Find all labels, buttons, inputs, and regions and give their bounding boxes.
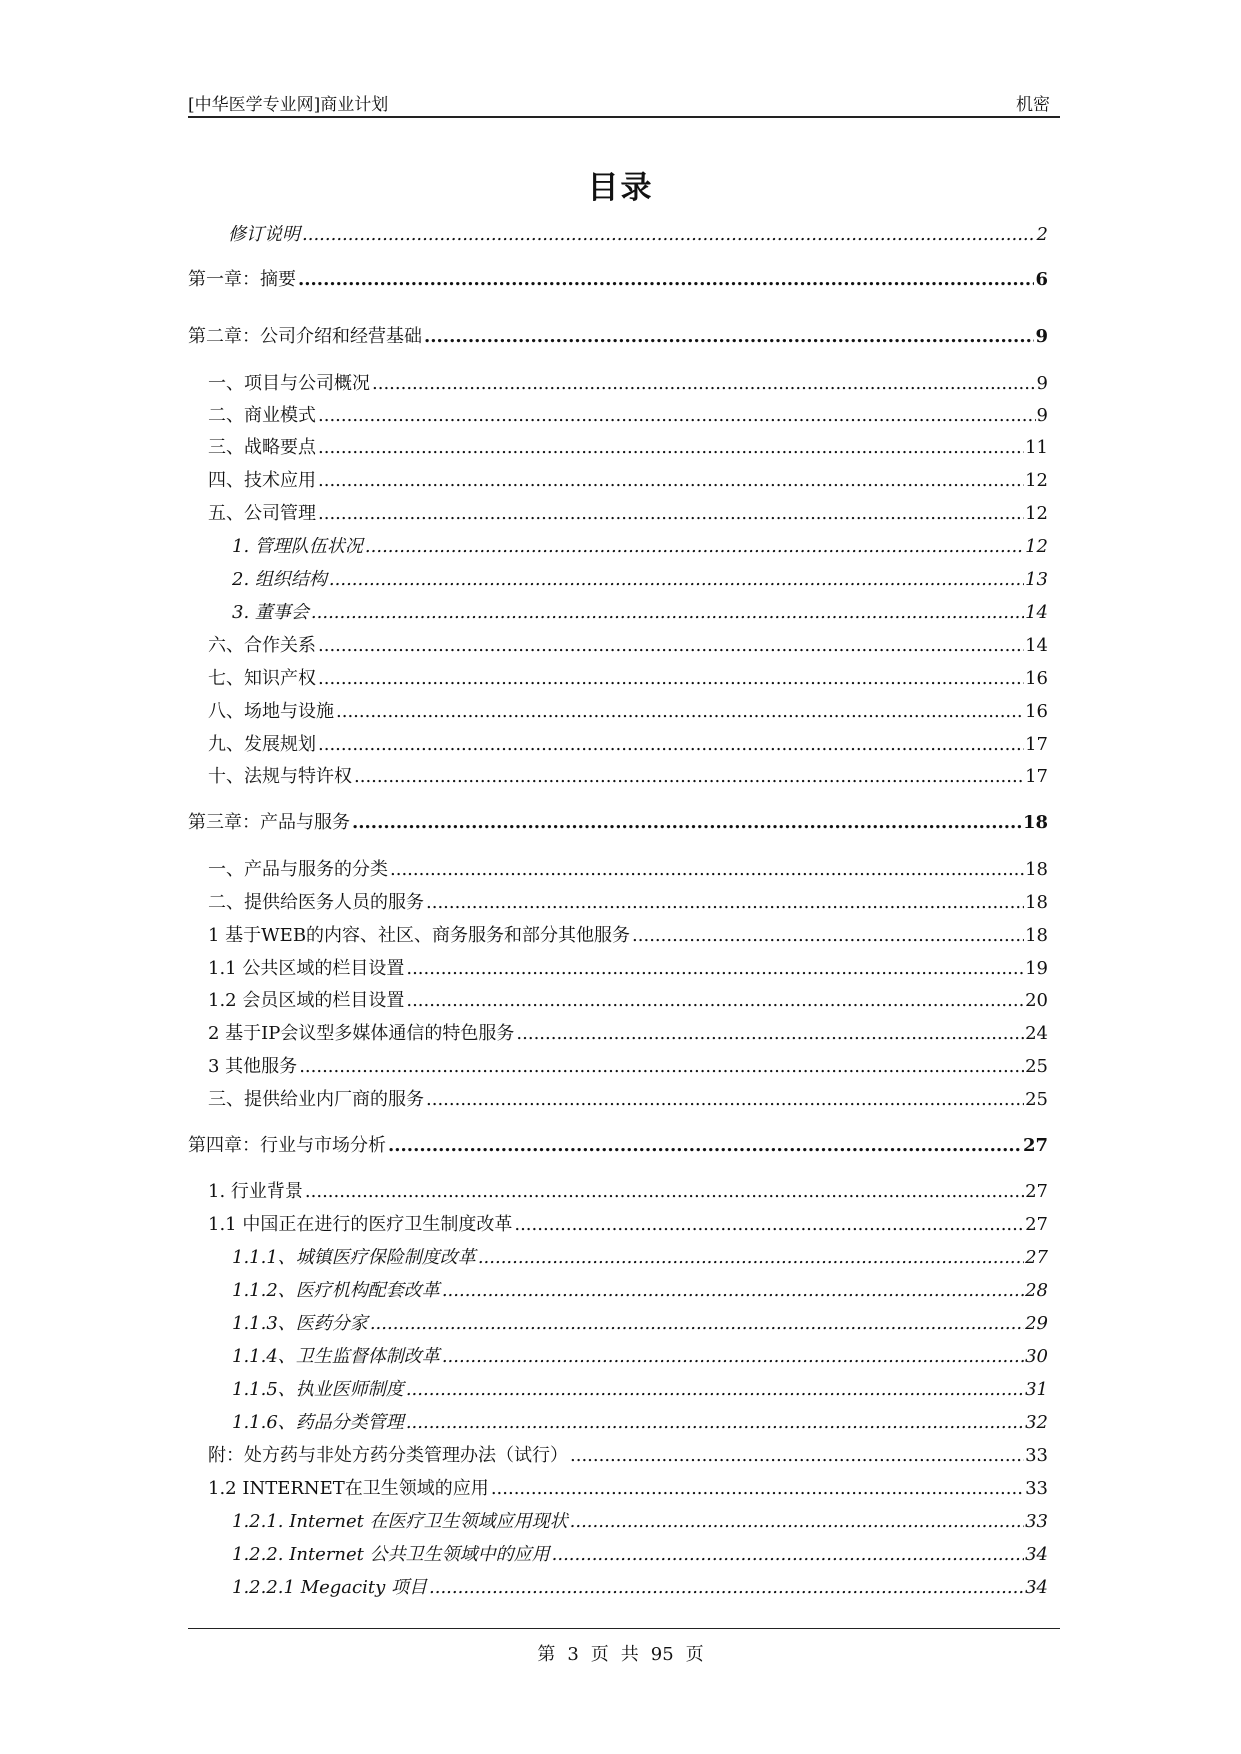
- toc-entry[interactable]: 六、合作关系 ..... 14: [208, 631, 1048, 657]
- toc-entry[interactable]: 二、商业模式 ..... 9: [208, 401, 1048, 427]
- toc-entry[interactable]: 九、发展规划 ..... 17: [208, 730, 1048, 756]
- toc-entry[interactable]: 1.1.1、城镇医疗保险制度改革 ..... 27: [232, 1243, 1048, 1269]
- toc-entry[interactable]: 1.1.3、医药分家 ..... 29: [232, 1309, 1048, 1335]
- toc-entry[interactable]: 1.2.2.1 Megacity 项目 ..... 34: [232, 1573, 1048, 1599]
- footer-divider: [188, 1628, 1060, 1629]
- toc-entry[interactable]: 三、战略要点 ..... 11: [208, 433, 1048, 459]
- toc-entry[interactable]: 1.2.2. Internet 公共卫生领域中的应用 ..... 34: [232, 1540, 1048, 1566]
- toc-entry[interactable]: 八、场地与设施 ..... 16: [208, 697, 1048, 723]
- page-footer: [0, 1640, 1241, 1666]
- toc-entry-chapter[interactable]: 第四章：行业与市场分析 ..... 27: [188, 1131, 1048, 1157]
- toc-entry[interactable]: 二、提供给医务人员的服务 ..... 18: [208, 888, 1048, 914]
- toc-entry[interactable]: 1. 行业背景 ..... 27: [208, 1177, 1048, 1203]
- toc-entry[interactable]: 1.1 公共区域的栏目设置 ..... 19: [208, 954, 1048, 980]
- toc-entry[interactable]: 1 基于WEB的内容、社区、商务服务和部分其他服务 ..... 18: [208, 921, 1048, 947]
- toc-entry[interactable]: 三、提供给业内厂商的服务 ..... 25: [208, 1085, 1048, 1111]
- footer-page-word: 页: [590, 1644, 609, 1665]
- footer-total-pages: 95: [650, 1644, 674, 1665]
- toc-entry[interactable]: 3. 董事会 ..... 14: [232, 598, 1048, 624]
- header-document-title: [中华医学专业网]商业计划: [188, 95, 389, 115]
- toc-entry[interactable]: 附：处方药与非处方药分类管理办法（试行） ..... 33: [208, 1441, 1048, 1467]
- toc-entry[interactable]: 修订说明 ..... 2: [228, 220, 1048, 246]
- toc-entry-chapter[interactable]: 第三章：产品与服务 ..... 18: [188, 808, 1048, 834]
- toc-entry[interactable]: 1.1.6、药品分类管理 ..... 32: [232, 1408, 1048, 1434]
- toc-entry[interactable]: 十、法规与特许权 ..... 17: [208, 762, 1048, 788]
- toc-entry[interactable]: 四、技术应用 ..... 12: [208, 466, 1048, 492]
- footer-suffix: 页: [685, 1644, 704, 1665]
- toc-entry[interactable]: 1.2.1. Internet 在医疗卫生领域应用现状 ..... 33: [232, 1507, 1048, 1533]
- footer-total-word: 共: [620, 1644, 639, 1665]
- toc-entry[interactable]: 1. 管理队伍状况 ..... 12: [232, 532, 1048, 558]
- toc-title: 目录: [587, 170, 654, 206]
- toc-entry[interactable]: 一、项目与公司概况 ..... 9: [208, 369, 1048, 395]
- toc-entry[interactable]: 1.2 INTERNET在卫生领域的应用 ..... 33: [208, 1474, 1048, 1500]
- toc-entry[interactable]: 七、知识产权 ..... 16: [208, 664, 1048, 690]
- toc-entry-chapter[interactable]: 第一章：摘要 ..... 6: [188, 265, 1048, 291]
- toc-entry[interactable]: 3 其他服务 ..... 25: [208, 1052, 1048, 1078]
- toc-entry[interactable]: 五、公司管理 ..... 12: [208, 499, 1048, 525]
- toc-entry[interactable]: 1.1.5、执业医师制度 ..... 31: [232, 1375, 1048, 1401]
- toc-entry[interactable]: 1.1 中国正在进行的医疗卫生制度改革 ..... 27: [208, 1210, 1048, 1236]
- toc-entry[interactable]: 1.1.4、卫生监督体制改革 ..... 30: [232, 1342, 1048, 1368]
- toc-entry-chapter[interactable]: 第二章：公司介绍和经营基础 ..... 9: [188, 322, 1048, 348]
- toc-entry[interactable]: 1.2 会员区域的栏目设置 ..... 20: [208, 986, 1048, 1012]
- footer-prefix: 第: [537, 1644, 556, 1665]
- toc-entry[interactable]: 2 基于IP会议型多媒体通信的特色服务 ..... 24: [208, 1019, 1048, 1045]
- toc-entry[interactable]: 1.1.2、医疗机构配套改革 ..... 28: [232, 1276, 1048, 1302]
- toc-entry[interactable]: 一、产品与服务的分类 ..... 18: [208, 855, 1048, 881]
- header-confidential-mark: 机密: [1016, 95, 1050, 115]
- footer-page-number: 3: [567, 1644, 579, 1665]
- toc-entry[interactable]: 2. 组织结构 ..... 13: [232, 565, 1048, 591]
